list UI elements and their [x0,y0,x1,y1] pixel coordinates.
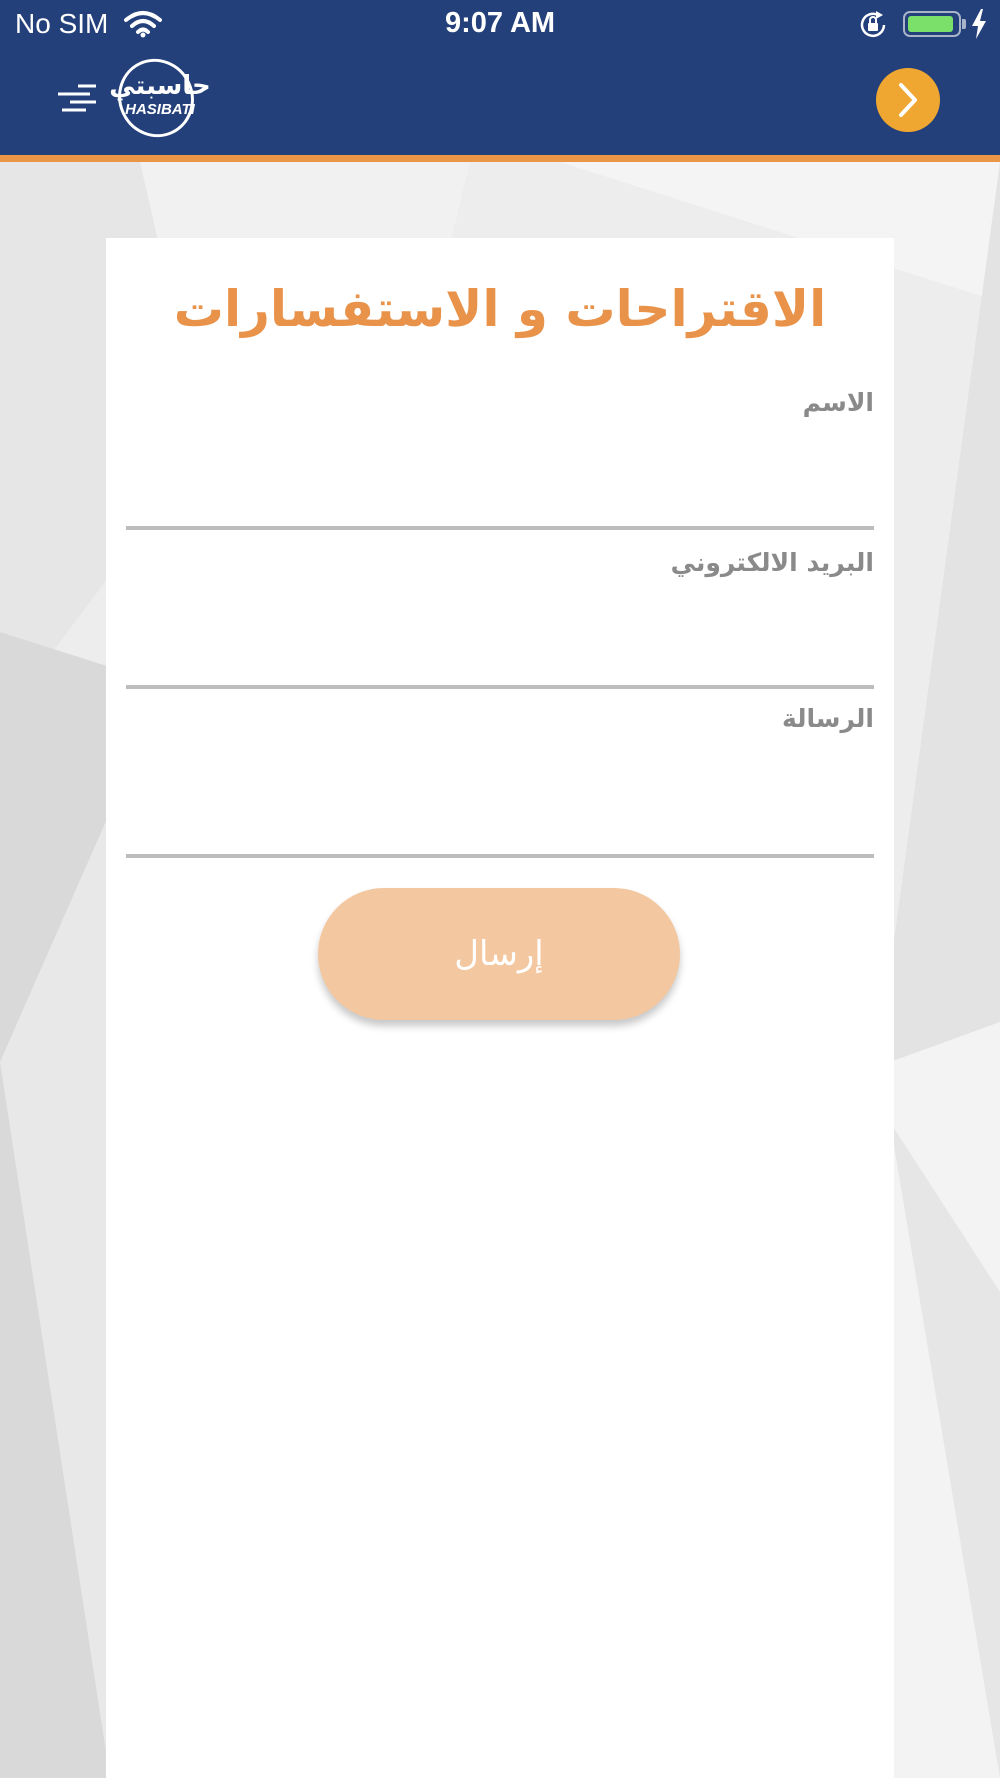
logo-icon [56,58,226,142]
card-wavy-edge [106,236,894,266]
back-button[interactable] [876,68,940,132]
battery-level [908,16,953,32]
charging-icon [970,9,988,39]
app-header [0,0,1000,162]
submit-button[interactable]: إرسال [318,888,680,1020]
email-input[interactable] [126,631,874,689]
name-input[interactable] [126,472,874,530]
rotation-lock-icon [858,10,888,40]
email-label: البريد الالكتروني [670,548,874,577]
name-label: الاسم [802,388,874,417]
form-title: الاقتراحات و الاستفسارات [173,280,827,338]
battery-tip [962,19,966,29]
message-label: الرسالة [781,704,874,733]
logo-latin-text: HASIBATI [125,101,195,118]
logo-arabic-text: حاسبتي [109,71,211,101]
battery-icon [903,11,961,37]
status-bar [0,0,1000,50]
carrier-label: No SIM [15,8,109,39]
status-time: 9:07 AM [444,7,556,39]
message-input[interactable] [126,800,874,858]
chevron-right-icon [892,82,924,118]
hasibati-logo [56,58,226,142]
